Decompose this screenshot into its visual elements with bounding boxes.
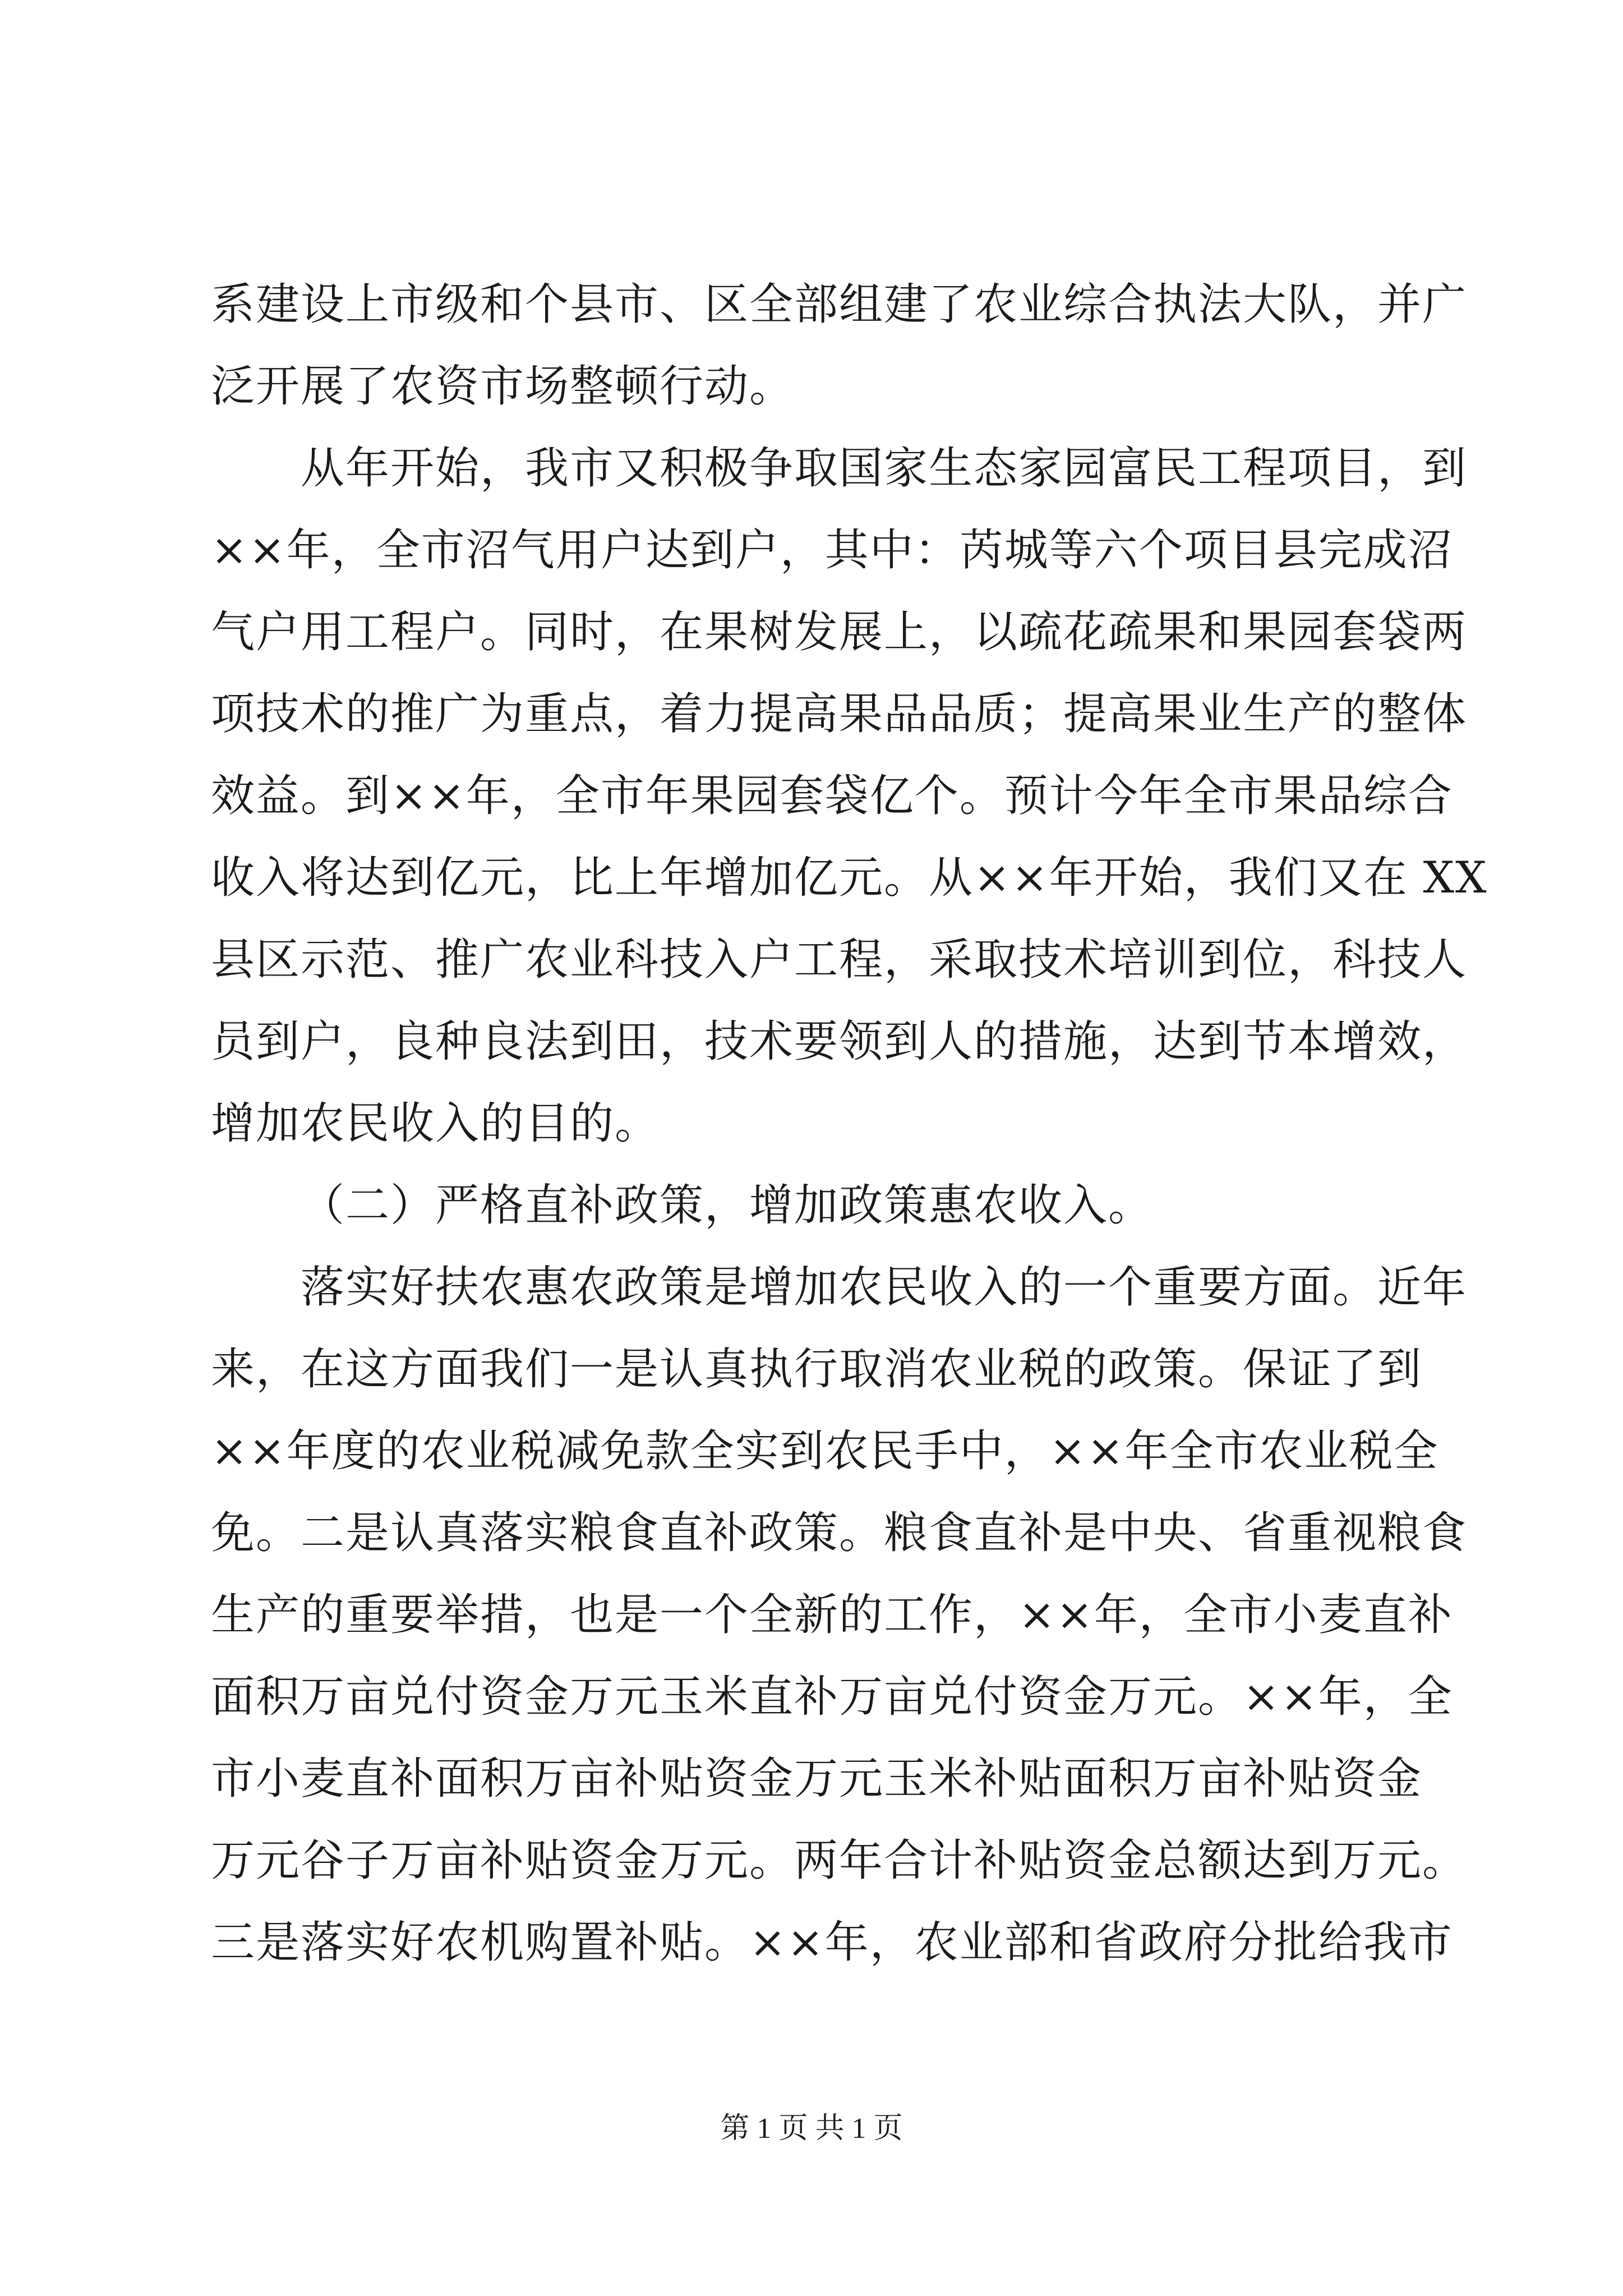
text-line: 生产的重要举措，也是一个全新的工作，××年，全市小麦直补	[211, 1590, 1453, 1640]
text-line: 泛开展了农资市场整顿行动。	[211, 361, 795, 412]
paragraph-start-line: 落实好扶农惠农政策是增加农民收入的一个重要方面。近年	[301, 1262, 1468, 1313]
text-line: 来，在这方面我们一是认真执行取消农业税的政策。保证了到	[211, 1344, 1423, 1395]
text-line: 免。二是认真落实粮食直补政策。粮食直补是中央、省重视粮食	[211, 1508, 1468, 1558]
text-line: 项技术的推广为重点，着力提高果品品质；提高果业生产的整体	[211, 689, 1468, 739]
text-line: ××年度的农业税减免款全实到农民手中，××年全市农业税全	[211, 1426, 1439, 1476]
text-line: 市小麦直补面积万亩补贴资金万元玉米补贴面积万亩补贴资金	[211, 1754, 1423, 1804]
section-heading: （二）严格直补政策，增加政策惠农收入。	[301, 1180, 1154, 1231]
text-line: 县区示范、推广农业科技入户工程，采取技术培训到位，科技人	[211, 935, 1468, 985]
text-line: ××年，全市沼气用户达到户，其中：芮城等六个项目县完成沼	[211, 525, 1453, 576]
text-line: 系建设上市级和个县市、区全部组建了农业综合执法大队，并广	[211, 279, 1468, 330]
page-footer: 第 1 页 共 1 页	[720, 2113, 903, 2145]
text-line: 三是落实好农机购置补贴。××年，农业部和省政府分批给我市	[211, 1917, 1453, 1968]
text-line: 增加农民收入的目的。	[211, 1098, 660, 1149]
text-line: 收入将达到亿元，比上年增加亿元。从××年开始，我们又在 XX	[211, 853, 1488, 903]
text-line: 效益。到××年，全市年果园套袋亿个。预计今年全市果品综合	[211, 771, 1453, 821]
text-line: 员到户，良种良法到田，技术要领到人的措施，达到节本增效，	[211, 1016, 1468, 1067]
text-line: 气户用工程户。同时，在果树发展上，以疏花疏果和果园套袋两	[211, 607, 1468, 657]
document-body	[211, 264, 1488, 1984]
text-line: 万元谷子万亩补贴资金万元。两年合计补贴资金总额达到万元。	[211, 1835, 1468, 1886]
text-line: 面积万亩兑付资金万元玉米直补万亩兑付资金万元。××年，全	[211, 1672, 1453, 1722]
paragraph-start-line: 从年开始，我市又积极争取国家生态家园富民工程项目，到	[301, 443, 1468, 494]
